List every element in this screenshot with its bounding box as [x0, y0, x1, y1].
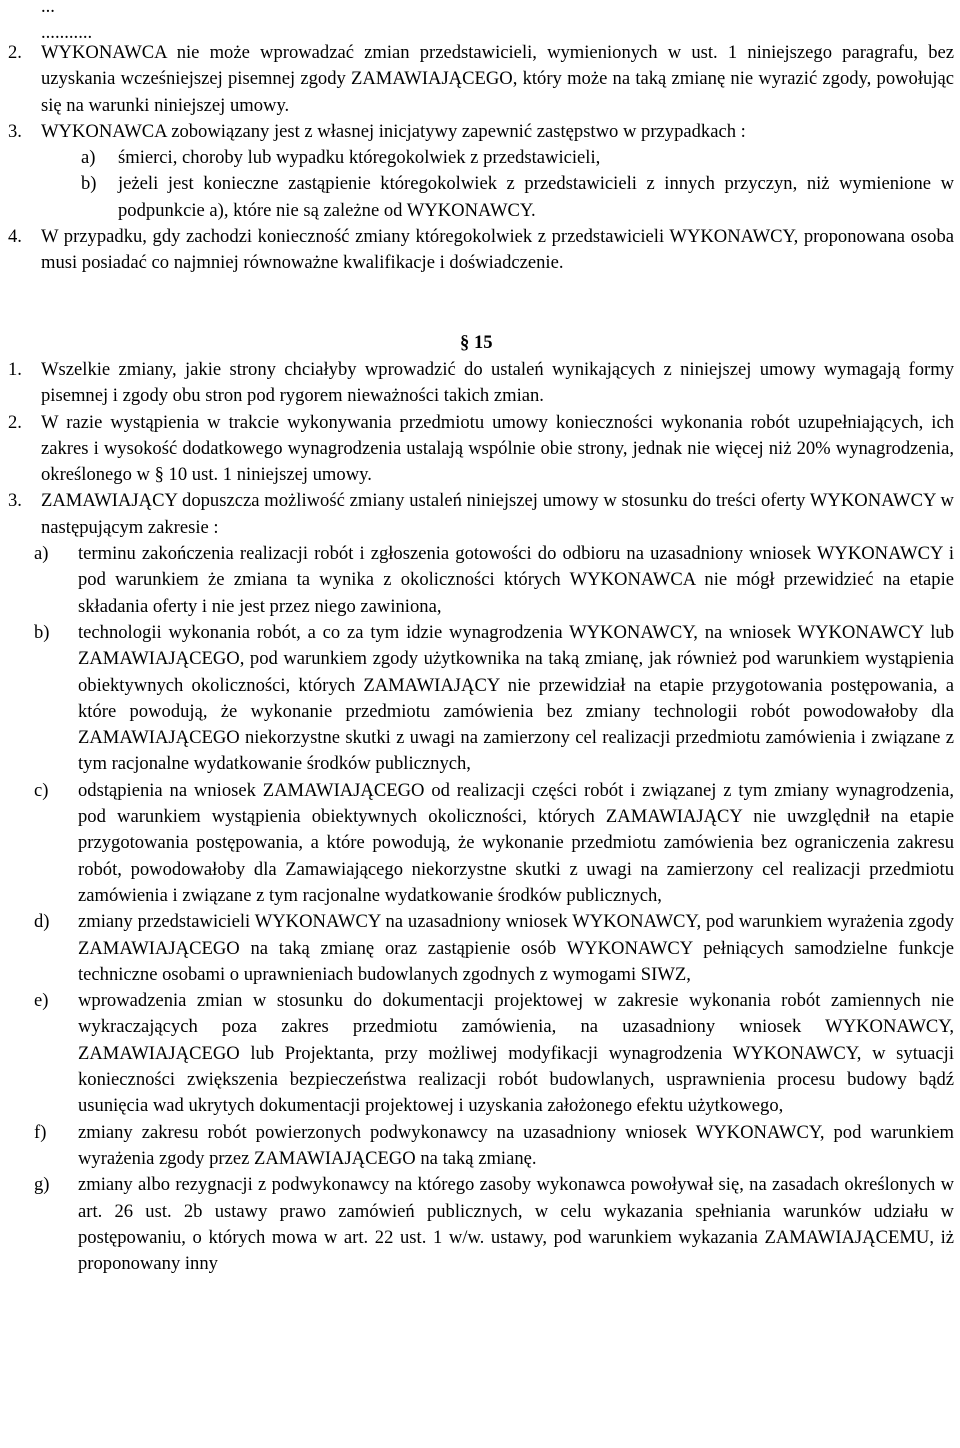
- paragraph-15-3: [8, 488, 954, 541]
- list-item-label: b): [34, 621, 50, 643]
- list-item-14-3-a: [8, 145, 954, 171]
- list-item-label: e): [34, 990, 49, 1012]
- section-15-body: [8, 357, 954, 1277]
- paragraph-number: 3.: [8, 120, 22, 142]
- paragraph-number: 3.: [8, 490, 22, 512]
- ellipsis-line-2: ...........: [41, 22, 93, 44]
- paragraph-text: WYKONAWCA nie może wprowadzać zmian przedstawicieli, wymienionych w ust. 1 niniejszego paragrafu, bez uzyskania wcześniejszej pisemnej zgody ZAMAWIAJĄCEGO, który może na taką zmianę nie wyrazić zgody, powołując się na warunki niniejszej umowy.: [41, 42, 954, 116]
- paragraph-text: W przypadku, gdy zachodzi konieczność zmiany któregokolwiek z przedstawicieli WYKONAWCY, proponowana osoba musi posiadać co najmniej równoważne kwalifikacje i doświadczenie.: [41, 226, 954, 274]
- list-item-15-3-e: [8, 988, 954, 1119]
- list-item-14-3-b: [8, 171, 954, 224]
- section-heading-text: § 15: [460, 332, 493, 353]
- paragraph-number: 2.: [8, 411, 22, 433]
- list-item-label: d): [34, 911, 50, 933]
- paragraph-number: 1.: [8, 359, 22, 380]
- paragraph-text: Wszelkie zmiany, jakie strony chciałyby wprowadzić do ustaleń wynikających z niniejszej umowy wymagają formy pisemnej i zgody obu stron pod rygorem nieważności takich zmian.: [41, 359, 954, 407]
- list-item-15-3-g: [8, 1172, 954, 1277]
- paragraph-14-2: [8, 40, 954, 119]
- paragraph-text: WYKONAWCA zobowiązany jest z własnej inicjatywy zapewnić zastępstwo w przypadkach :: [41, 120, 746, 142]
- list-item-label: a): [81, 147, 96, 169]
- list-item-text: technologii wykonania robót, a co za tym idzie wynagrodzenia WYKONAWCY, na wniosek WYKONAWCY lub ZAMAWIAJĄCEGO, pod warunkiem zgody użytkownika na taką zmianę, jak również pod warunkiem wystąpienia obiektywnych okoliczności, których ZAMAWIAJĄCY nie przewidział na etapie przygotowania postępowania, a które powodują, że wykonanie przedmiotu zamówienia bez zmiany technologii robót powodowałoby dla ZAMAWIAJĄCEGO niekorzystne skutki z uwagi na zamierzony cel realizacji przedmiotu zamówienia i związane z tym racjonalne wydatkowanie środków publicznych,: [78, 621, 954, 775]
- list-item-label: g): [34, 1174, 50, 1196]
- list-item-text: zmiany zakresu robót powierzonych podwykonawcy na uzasadniony wniosek WYKONAWCY, pod warunkiem wyrażenia zgody przez ZAMAWIAJĄCEGO na taką zmianę.: [78, 1121, 954, 1169]
- list-item-15-3-b: [8, 620, 954, 778]
- list-item-label: c): [34, 779, 49, 801]
- list-item-15-3-a: [8, 541, 954, 620]
- paragraph-15-2: [8, 410, 954, 489]
- list-item-text: śmierci, choroby lub wypadku któregokolwiek z przedstawicieli,: [118, 147, 601, 169]
- paragraph-15-1: [8, 357, 954, 410]
- list-item-text: odstąpienia na wniosek ZAMAWIAJĄCEGO od realizacji części robót i związanej z tym zmiany wynagrodzenia, pod warunkiem wystąpienia obiektywnych okoliczności, których ZAMAWIAJĄCY nie uwzględnił na etapie przygotowania postępowania, a które powodują, że wykonanie przedmiotu zamówienia bez ograniczenia zakresu robót, powodowałoby dla Zamawiającego niekorzystne skutki z uwagi na zamierzony cel realizacji przedmiotu zamówienia i związane z tym racjonalne wydatkowanie środków publicznych,: [78, 779, 954, 906]
- list-item-15-3-f: [8, 1120, 954, 1173]
- paragraph-number: 2.: [8, 42, 22, 63]
- list-item-label: b): [81, 173, 97, 195]
- list-item-label: f): [34, 1121, 47, 1143]
- list-item-label: a): [34, 543, 49, 565]
- paragraph-text: ZAMAWIAJĄCY dopuszcza możliwość zmiany ustaleń niniejszej umowy w stosunku do treści oferty WYKONAWCY w następującym zakresie :: [41, 490, 954, 538]
- paragraph-14-4: [8, 224, 954, 277]
- list-item-text: wprowadzenia zmian w stosunku do dokumentacji projektowej w zakresie wykonania robót zamiennych nie wykraczających poza zakres przedmiotu zamówienia, na uzasadniony wniosek WYKONAWCY, ZAMAWIAJĄCEGO lub Projektanta, przy możliwej modyfikacji wynagrodzenia WYKONAWCY, w sytuacji konieczności zwiększenia bezpieczeństwa realizacji robót budowlanych, usprawnienia procesu budowy bądź usunięcia wad ukrytych dokumentacji projektowej i uzyskania założonego efektu użytkowego,: [78, 990, 954, 1117]
- paragraph-14-3: [8, 119, 954, 145]
- section-14-continuation: [8, 40, 954, 277]
- ellipsis-line-1: ...: [41, 0, 55, 17]
- list-item-15-3-d: [8, 909, 954, 988]
- paragraph-text: W razie wystąpienia w trakcie wykonywania przedmiotu umowy konieczności wykonania robót uzupełniających, ich zakres i wysokość dodatkowego wynagrodzenia ustalają wspólnie obie strony, jednak nie więcej niż 20% wynagrodzenia, określonego w § 10 ust. 1 niniejszej umowy.: [41, 411, 954, 486]
- paragraph-number: 4.: [8, 226, 22, 248]
- list-item-text: zmiany albo rezygnacji z podwykonawcy na którego zasoby wykonawca powoływał się, na zasadach określonych w art. 26 ust. 2b ustawy prawo zamówień publicznych, w celu wykazania spełniania warunków udziału w postępowaniu, o których mowa w art. 22 ust. 1 w/w. ustawy, pod warunkiem wykazania ZAMAWIAJĄCEMU, iż proponowany inny: [78, 1174, 954, 1275]
- list-item-text: jeżeli jest konieczne zastąpienie któregokolwiek z przedstawicieli z innych przyczyn, niż wymienione w podpunkcie a), które nie są zależne od WYKONAWCY.: [118, 173, 954, 221]
- list-item-text: terminu zakończenia realizacji robót i zgłoszenia gotowości do odbioru na uzasadniony wniosek WYKONAWCY i pod warunkiem że zmiana ta wynika z okoliczności których WYKONAWCA nie mógł przewidzieć na etapie składania oferty i nie jest przez niego zawiniona,: [78, 543, 954, 617]
- list-item-15-3-c: [8, 778, 954, 909]
- list-item-text: zmiany przedstawicieli WYKONAWCY na uzasadniony wniosek WYKONAWCY, pod warunkiem wyrażenia zgody ZAMAWIAJĄCEGO na taką zmianę oraz zastąpienie osób WYKONAWCY pełniących samodzielne funkcje techniczne osobami o uprawnieniach budowlanych zgodnych z wymogami SIWZ,: [78, 911, 954, 985]
